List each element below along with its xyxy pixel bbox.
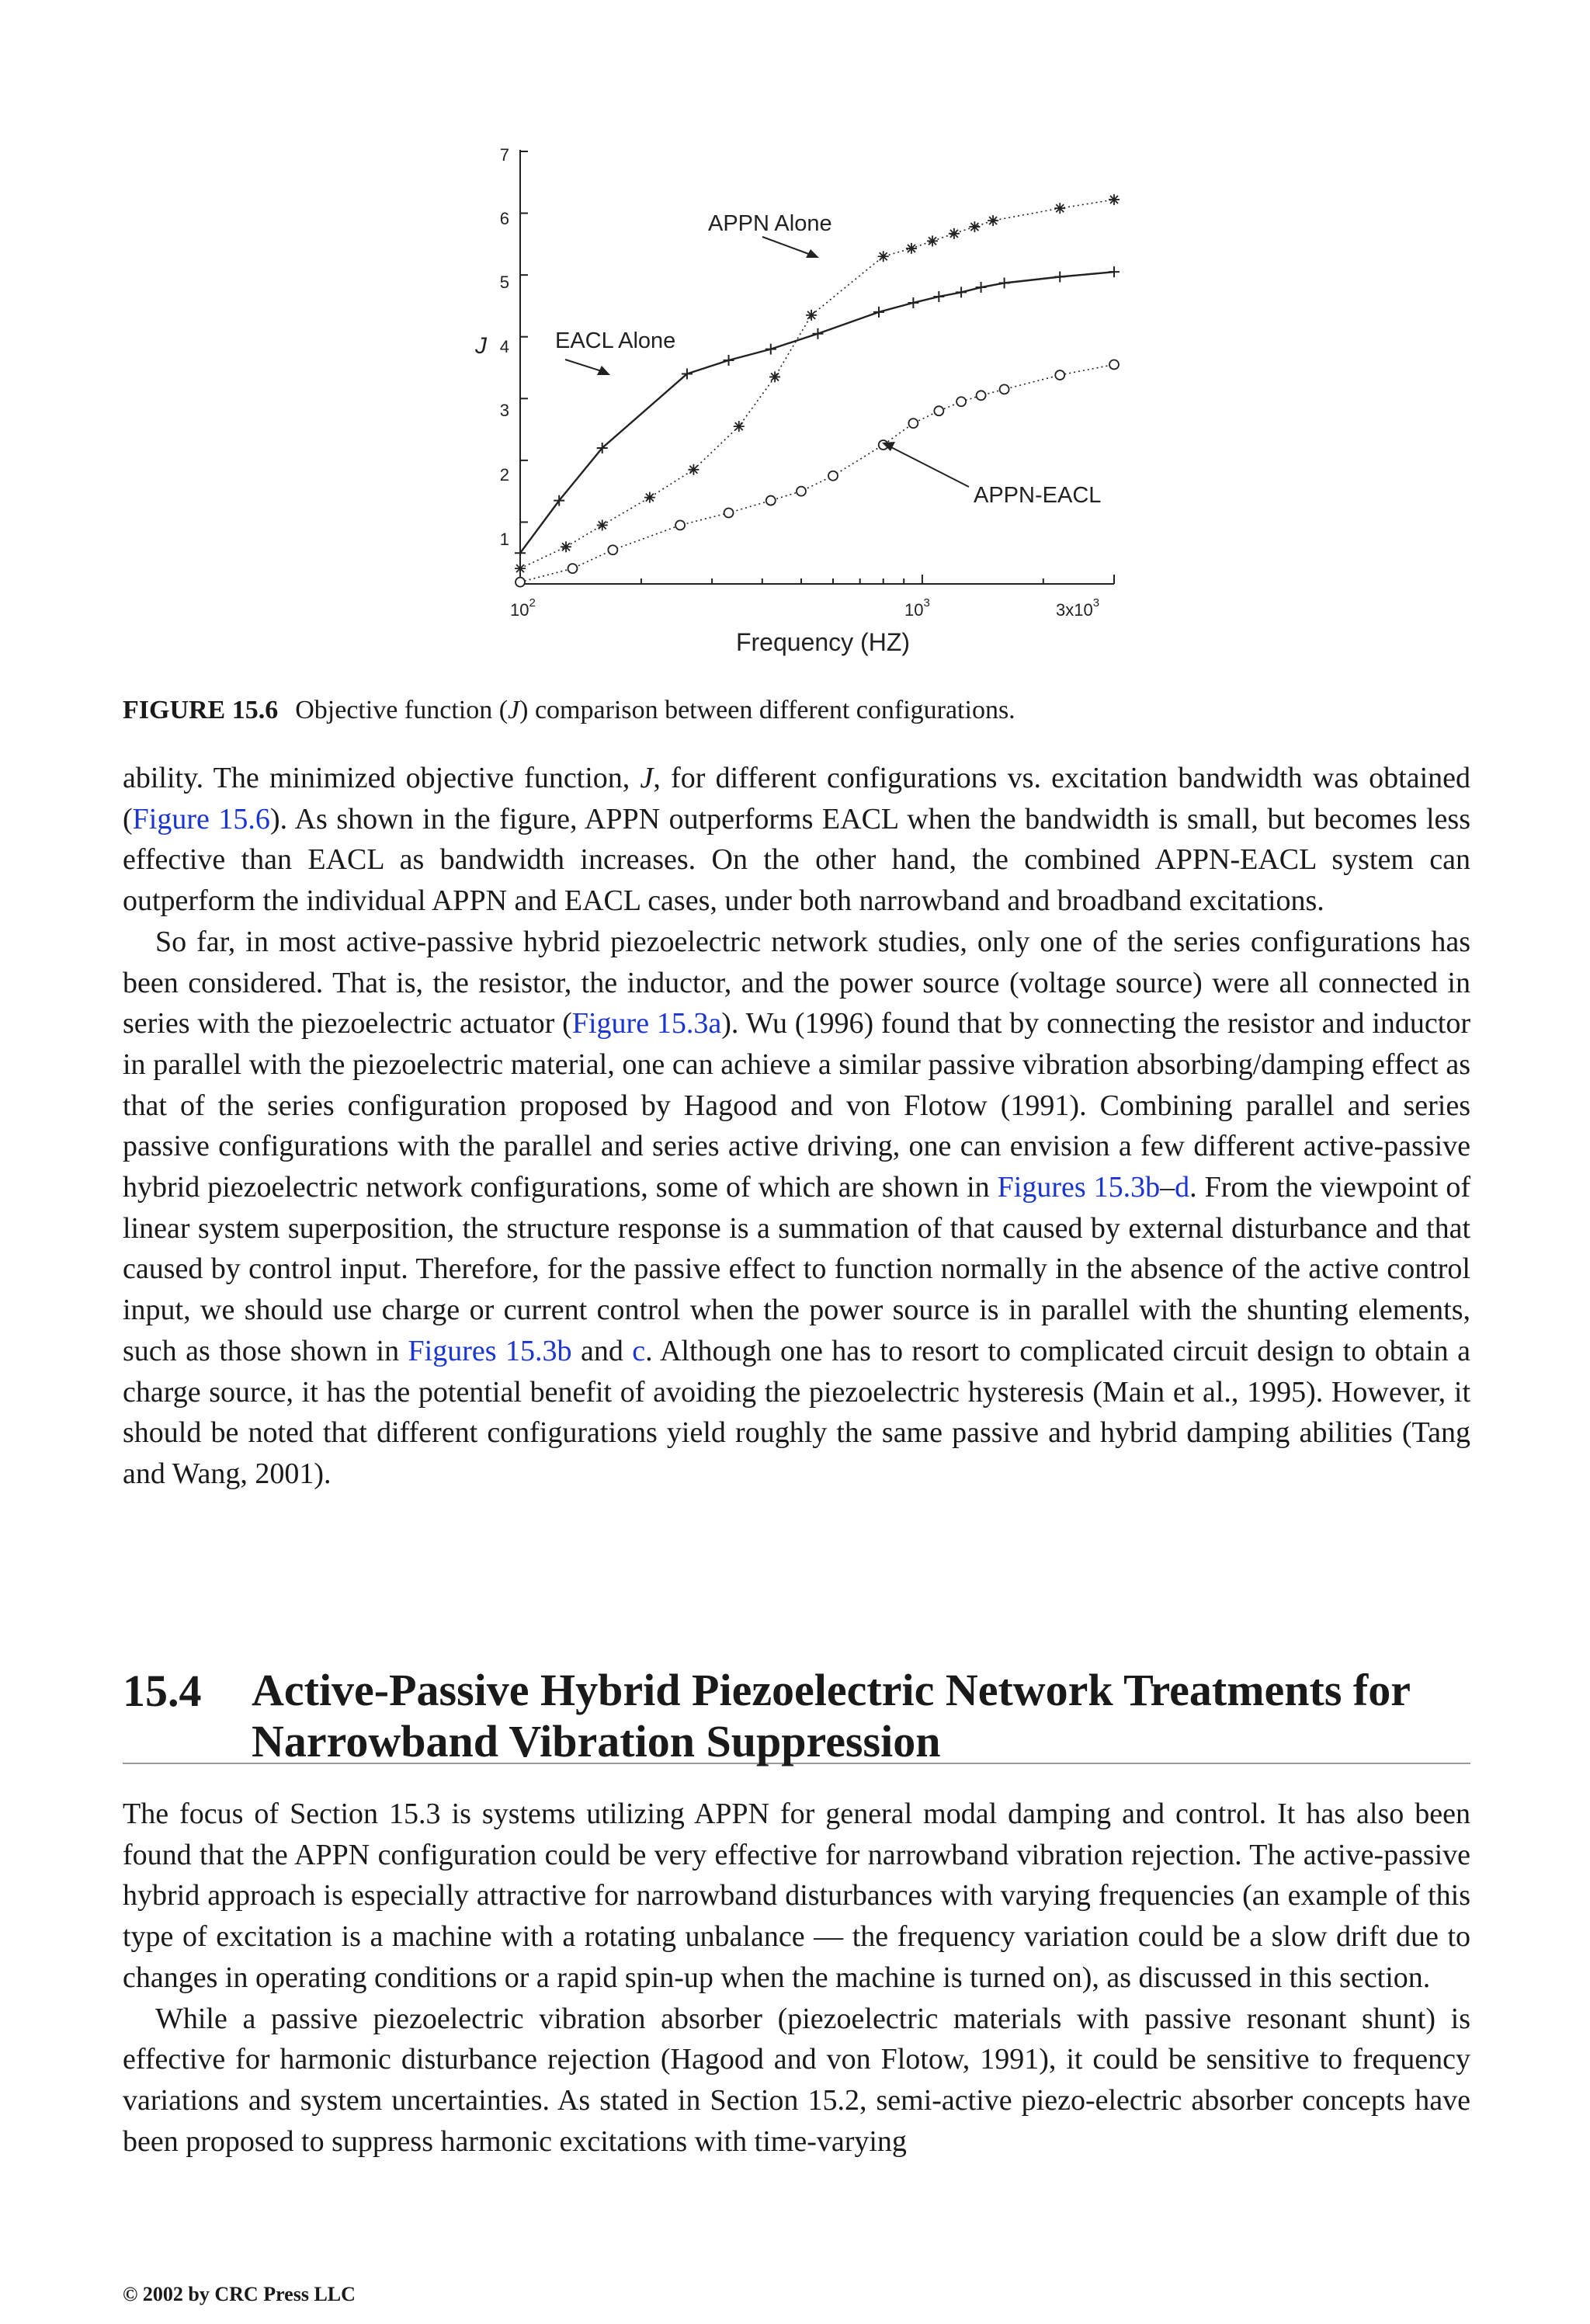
paragraph-4: While a passive piezoelectric vibration absorber (piezoelectric materials with passive resonant shunt) is effective for harmonic disturbance rejection (Hagood and von Flotow, 1991), it could be sensitive to frequency variations and system uncertainties. As stated in Section 15.2, semi-active piezo-electric absorber concepts have been proposed to suppress harmonic excitations with time-varying: [123, 2002, 1470, 2158]
data-point: [828, 471, 838, 481]
data-point: [765, 344, 776, 355]
data-point: [933, 291, 944, 302]
figure-link[interactable]: Figure 15.6: [132, 802, 270, 835]
paragraph-1: [123, 758, 1470, 922]
text: So far, in most active-passive hybrid piezoelectric network studies, only one of the series configurations has been considered. That is, the resistor, the inductor, and the power source (voltage source) were all connected in series with the piezoelectric actuator (: [123, 925, 1470, 1040]
data-point: [797, 487, 806, 496]
x-tick-label: $10^3$: [904, 596, 930, 620]
data-point: [878, 251, 889, 262]
copyright-footer: © 2002 by CRC Press LLC: [123, 2283, 356, 2305]
data-point: [1000, 384, 1009, 394]
data-point: [724, 355, 734, 366]
variable: J: [640, 762, 654, 794]
y-tick-label: 4: [499, 337, 509, 356]
data-point: [1054, 272, 1065, 283]
annotation-appn-alone: APPN Alone: [708, 211, 832, 236]
paragraph-3: The focus of Section 15.3 is systems utilizing APPN for general modal damping and control. It has also been found that the APPN configuration could be very effective for narrowband vibration rejection. The active-passive hybrid approach is especially attractive for narrowband disturbances with varying frequencies (an example of this type of excitation is a machine with a rotating unbalance — the frequency variation could be a slow drift due to changes in operating conditions or a rapid spin-up when the machine is turned on), as discussed in this section.: [123, 1798, 1470, 1994]
data-point: [561, 541, 571, 552]
y-axis-label: J: [475, 333, 487, 359]
y-tick-label: 5: [499, 273, 509, 292]
annotation-arrow: [890, 446, 969, 487]
figure-link[interactable]: d: [1175, 1171, 1190, 1204]
body-text-upper: [123, 758, 1470, 1495]
data-point: [976, 282, 987, 293]
data-point: [956, 287, 967, 297]
data-point: [734, 421, 745, 432]
caption-variable: J: [508, 696, 520, 724]
data-point: [908, 419, 918, 428]
x-axis-label: Frequency (HZ): [735, 628, 911, 656]
x-tick-label: $10^2$: [510, 596, 536, 620]
series-eacl-alone: [515, 266, 1120, 558]
annotation-eacl-alone: EACL Alone: [555, 328, 676, 353]
series-line: [520, 272, 1114, 553]
text: –: [1160, 1171, 1175, 1204]
figure-caption: [123, 693, 1474, 728]
y-tick-label: 3: [499, 401, 509, 420]
y-tick-label: 6: [499, 209, 509, 228]
data-point: [516, 578, 525, 587]
figure-link[interactable]: Figure 15.3a: [571, 1007, 722, 1040]
data-point: [1054, 203, 1065, 214]
y-tick-label: 7: [499, 145, 509, 165]
paragraph-2: [123, 922, 1470, 1495]
section-heading: [123, 1654, 1470, 1764]
figure-15-6-chart: [435, 128, 1133, 672]
data-point: [724, 508, 734, 517]
data-point: [999, 277, 1010, 288]
figure-link[interactable]: Figures 15.3b: [408, 1334, 572, 1367]
series-appn-eacl: [516, 360, 1119, 587]
data-point: [1109, 194, 1120, 205]
data-point: [934, 406, 943, 415]
annotation-arrow: [565, 360, 604, 372]
data-point: [908, 297, 918, 308]
text: . From the viewpoint of linear system superposition, the structure response is a summation of that caused by external disturbance and that caused by control input. Therefore, for the passive effect to function normally in the absence of the active control input, we should use charge or current control when the power source is in parallel with the shunting elements, such as those shown in: [123, 1171, 1471, 1367]
data-point: [906, 243, 917, 254]
text: , for different configurations vs. excitation bandwidth was obtained (: [123, 762, 1471, 835]
figure-link[interactable]: c: [632, 1334, 646, 1367]
text: . Although one has to resort to complicated circuit design to obtain a charge source, it has the potential benefit of avoiding the piezoelectric hysteresis (Main et al., 1995). However, it should be noted that different configurations yield roughly the same passive and hybrid damping abilities (Tang and Wang, 2001).: [123, 1334, 1470, 1490]
data-point: [608, 545, 617, 554]
data-point: [1109, 266, 1120, 277]
data-point: [644, 492, 655, 503]
body-text-lower: [123, 1794, 1470, 2162]
data-point: [688, 464, 699, 475]
series-appn-alone: [515, 194, 1120, 574]
section-title: Active-Passive Hybrid Piezoelectric Network Treatments for Narrowband Vibration Suppression: [252, 1665, 1410, 1766]
data-point: [969, 221, 980, 232]
data-point: [873, 307, 884, 318]
caption-text: Objective function (: [295, 696, 509, 724]
data-point: [806, 310, 817, 321]
y-tick-label: 1: [499, 530, 509, 549]
text: ). As shown in the figure, APPN outperforms EACL when the bandwidth is small, but becomes less effective than EACL as bandwidth increases. On the other hand, the combined APPN-EACL system can outperform the individual APPN and EACL cases, under both narrowband and broadband excitations.: [123, 802, 1471, 918]
data-point: [927, 235, 938, 246]
annotation-arrow: [762, 237, 813, 255]
data-point: [515, 563, 526, 574]
data-point: [1055, 370, 1064, 380]
data-point: [597, 519, 608, 530]
data-point: [956, 397, 966, 406]
text: and: [571, 1334, 633, 1367]
section-number: 15.4: [123, 1666, 202, 1716]
data-point: [949, 228, 960, 239]
data-point: [769, 371, 780, 382]
data-point: [766, 496, 776, 505]
data-point: [988, 215, 998, 226]
text: ability. The minimized objective function,: [123, 762, 641, 794]
y-tick-label: 2: [499, 465, 509, 485]
data-point: [568, 564, 577, 573]
caption-label: FIGURE 15.6: [123, 696, 279, 724]
data-point: [1109, 360, 1119, 370]
caption-text: ) comparison between different configurations.: [519, 696, 1015, 724]
data-point: [977, 391, 986, 400]
x-tick-label: $3x10^3$: [1056, 596, 1100, 620]
data-point: [812, 328, 823, 339]
data-point: [675, 520, 685, 530]
text: ). Wu (1996) found that by connecting the resistor and inductor in parallel with the piezoelectric material, one can achieve a similar passive vibration absorbing/damping effect as that of the series configuration proposed by Hagood and von Flotow (1991). Combining parallel and series passive configurations with the parallel and series active driving, one can envision a few different active-passive hybrid piezoelectric network configurations, some of which are shown in: [123, 1007, 1471, 1204]
annotation-appn-eacl: APPN-EACL: [974, 483, 1102, 508]
figure-link[interactable]: Figures 15.3b: [997, 1171, 1161, 1204]
